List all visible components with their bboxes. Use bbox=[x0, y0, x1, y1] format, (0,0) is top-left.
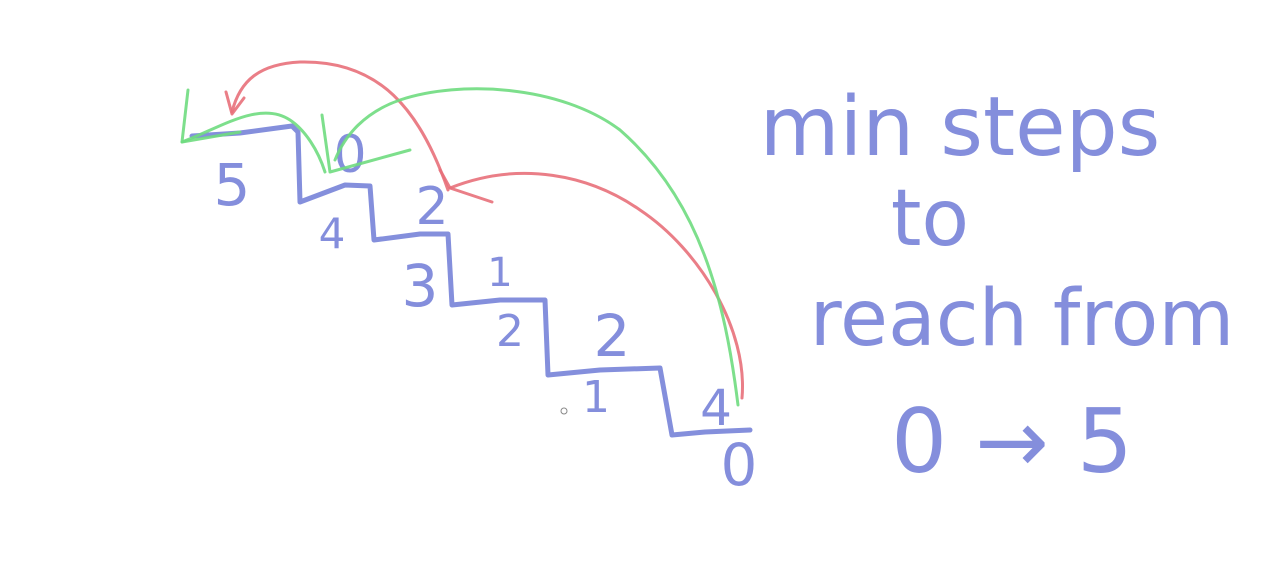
step-number-5: 5 bbox=[213, 151, 251, 219]
staircase-outline bbox=[192, 126, 750, 435]
step-number-3: 3 bbox=[401, 252, 439, 320]
title-line-3: reach from bbox=[809, 274, 1235, 364]
step-cost-4: 2 bbox=[415, 177, 449, 237]
green-jump-arrow-upper bbox=[182, 113, 325, 172]
step-cost-2: 2 bbox=[593, 302, 631, 370]
step-number-2: 2 bbox=[496, 306, 524, 357]
step-number-0: 0 bbox=[720, 431, 758, 499]
green-jump-arrow-lower bbox=[335, 89, 738, 405]
step-number-4: 4 bbox=[318, 209, 346, 258]
step-cost-5: 0 bbox=[333, 125, 367, 185]
title-line-2: to bbox=[890, 174, 970, 264]
title-line-1: min steps bbox=[759, 80, 1161, 175]
step-cost-1: 4 bbox=[700, 379, 732, 437]
pen-cursor-icon bbox=[561, 408, 567, 414]
step-cost-3: 1 bbox=[487, 250, 513, 296]
title-line-4: 0 → 5 bbox=[891, 390, 1133, 493]
step-number-1: 1 bbox=[582, 372, 610, 423]
